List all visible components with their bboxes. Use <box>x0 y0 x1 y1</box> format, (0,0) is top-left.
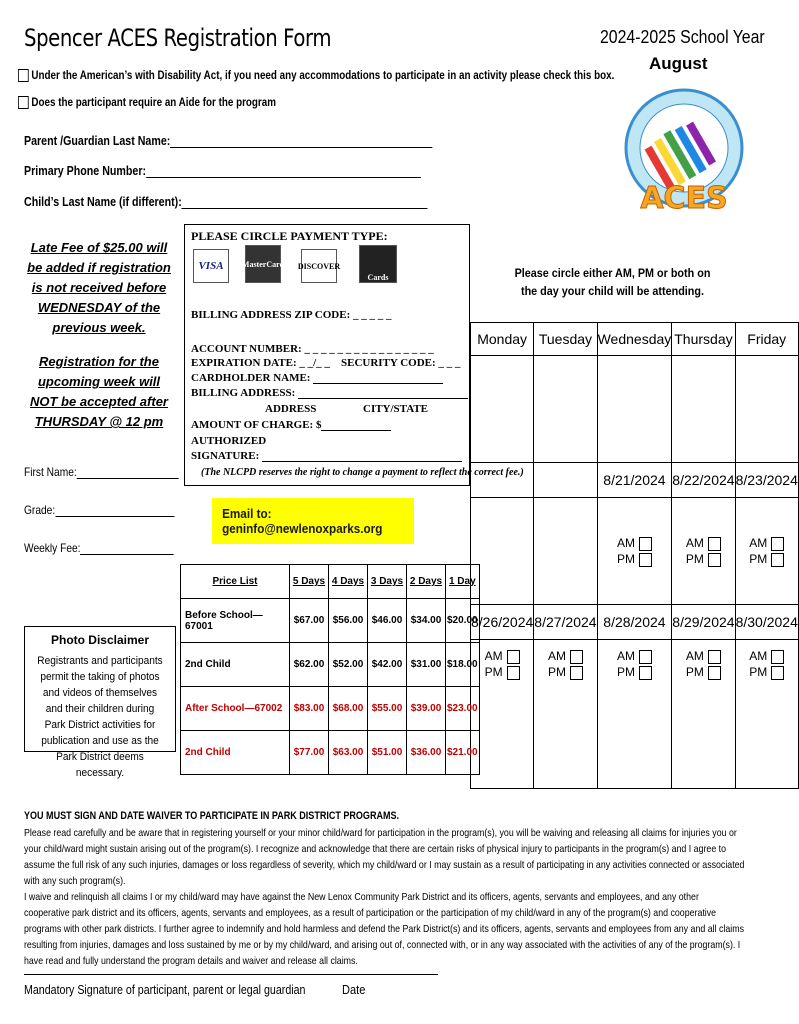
child-last-name-label: Child’s Last Name (if different): <box>24 194 182 209</box>
am-label: AM <box>616 536 635 550</box>
ampm-cell <box>471 640 534 789</box>
price-row-label: Before School—67001 <box>181 599 290 643</box>
circle-instructions: Please circle either AM, PM or both on the day your child will be attending. <box>514 266 711 298</box>
photo-disclaimer-title: Photo Disclaimer <box>50 633 150 647</box>
price-header: Price List <box>181 565 290 599</box>
am-checkbox[interactable] <box>639 650 652 664</box>
price-cell: $21.00 <box>446 731 480 775</box>
school-year: 2024-2025 School Year <box>600 27 765 47</box>
price-row-label: 2nd Child <box>181 643 290 687</box>
am-label: AM <box>749 649 768 663</box>
ada-check-row <box>18 68 614 82</box>
amount-row <box>191 419 391 431</box>
payment-note: (The NLCPD reserves the right to change a payment to reflect the correct fee.) <box>201 467 524 478</box>
child-last-name-input[interactable] <box>182 208 428 209</box>
security-code-field[interactable]: SECURITY CODE: _ _ _ <box>341 357 461 369</box>
pm-label: PM <box>616 552 635 566</box>
first-name-input[interactable] <box>77 478 179 479</box>
aide-label: Does the participant require an Aide for the program <box>31 95 276 109</box>
price-row-label: After School—67002 <box>181 687 290 731</box>
pm-label: PM <box>685 552 704 566</box>
date-cell: 8/23/2024 <box>735 463 798 498</box>
expiration-field[interactable]: EXPIRATION DATE: _ _/_ _ <box>191 357 330 369</box>
card-signature-input[interactable] <box>262 461 462 462</box>
cardholder-label: CARDHOLDER NAME: <box>191 372 311 384</box>
photo-disclaimer-body: Registrants and participants permit the taking of photos and videos of themselves and their children during Park District activities for publication and use as the Park District deems necessary. <box>37 655 163 779</box>
week1-blank <box>534 463 597 498</box>
billing-label: BILLING ADDRESS: <box>191 387 296 399</box>
price-cell: $67.00 <box>290 599 329 643</box>
ampm-cell <box>597 640 672 789</box>
pm-checkbox[interactable] <box>708 553 721 567</box>
price-header: 4 Days <box>329 565 368 599</box>
late-fee-notice: Late Fee of $25.00 will be added if registration is not received before WEDNESDAY of the previous week. <box>27 240 171 335</box>
amex-card-icon[interactable]: Cards <box>359 245 397 283</box>
form-title: Spencer ACES Registration Form <box>24 24 332 52</box>
price-cell: $34.00 <box>407 599 446 643</box>
payment-title: PLEASE CIRCLE PAYMENT TYPE: <box>191 229 388 243</box>
price-header: 5 Days <box>290 565 329 599</box>
am-checkbox[interactable] <box>708 650 721 664</box>
phone-row <box>24 163 421 178</box>
first-name-label: First Name: <box>24 465 77 479</box>
am-label: AM <box>547 649 566 663</box>
weekly-fee-row <box>24 541 174 555</box>
price-table <box>180 564 480 775</box>
first-name-row <box>24 465 179 479</box>
pm-label: PM <box>547 665 566 679</box>
waiver-text <box>24 825 746 969</box>
date-cell: 8/28/2024 <box>597 605 672 640</box>
price-header: 2 Days <box>407 565 446 599</box>
month-label: August <box>649 54 708 73</box>
price-cell: $55.00 <box>368 687 407 731</box>
pm-checkbox[interactable] <box>771 553 784 567</box>
price-cell: $77.00 <box>290 731 329 775</box>
parent-last-name-label: Parent /Guardian Last Name: <box>24 133 171 148</box>
price-cell: $23.00 <box>446 687 480 731</box>
ampm-cell <box>672 498 735 605</box>
amount-label: AMOUNT OF CHARGE: $ <box>191 419 322 431</box>
signature-row <box>191 450 462 462</box>
price-row-label: 2nd Child <box>181 731 290 775</box>
ampm-cell <box>597 498 672 605</box>
price-cell: $39.00 <box>407 687 446 731</box>
week1-blank <box>471 498 534 605</box>
am-label: AM <box>685 536 704 550</box>
grade-label: Grade: <box>24 503 56 517</box>
am-label: AM <box>616 649 635 663</box>
day-thursday: Thursday <box>672 323 735 356</box>
week1-wednesday-cell <box>597 356 672 463</box>
ampm-cell <box>735 640 798 789</box>
week1-blank <box>471 463 534 498</box>
price-cell: $83.00 <box>290 687 329 731</box>
parent-last-name-input[interactable] <box>170 147 432 148</box>
pm-checkbox[interactable] <box>507 666 520 680</box>
signature-line[interactable] <box>24 974 438 975</box>
aide-check-row <box>18 95 276 109</box>
visa-card-icon[interactable]: VISA <box>193 249 229 283</box>
price-header: 3 Days <box>368 565 407 599</box>
am-checkbox[interactable] <box>507 650 520 664</box>
email-text[interactable]: Email to: geninfo@newlenoxparks.org <box>222 506 383 536</box>
aide-checkbox[interactable] <box>18 96 29 109</box>
price-cell: $46.00 <box>368 599 407 643</box>
pm-checkbox[interactable] <box>639 553 652 567</box>
email-banner <box>212 498 414 544</box>
billing-input[interactable] <box>298 398 468 399</box>
price-cell: $20.00 <box>446 599 480 643</box>
registration-deadline-notice: Registration for the upcoming week will NOT be accepted after THURSDAY @ 12 pm <box>30 354 168 429</box>
city-state-caption: CITY/STATE <box>363 403 429 415</box>
pm-label: PM <box>616 665 635 679</box>
date-cell: 8/21/2024 <box>597 463 672 498</box>
authorized-label: AUTHORIZED <box>191 435 267 447</box>
zip-field[interactable]: BILLING ADDRESS ZIP CODE: _ _ _ _ _ <box>191 309 392 321</box>
date-label: Date <box>342 982 366 997</box>
price-cell: $63.00 <box>329 731 368 775</box>
date-cell: 8/27/2024 <box>534 605 597 640</box>
week-schedule-table <box>470 322 799 789</box>
date-cell: 8/22/2024 <box>672 463 735 498</box>
week1-blank <box>534 498 597 605</box>
price-cell: $36.00 <box>407 731 446 775</box>
price-cell: $42.00 <box>368 643 407 687</box>
mastercard-icon[interactable]: MasterCard <box>245 245 281 283</box>
account-number-field[interactable]: ACCOUNT NUMBER: _ _ _ _ _ _ _ _ _ _ _ _ _ _ _ _ <box>191 343 434 355</box>
date-cell: 8/30/2024 <box>735 605 798 640</box>
pm-label: PM <box>685 665 704 679</box>
price-cell: $56.00 <box>329 599 368 643</box>
ada-label: Under the American’s with Disability Act, if you need any accommodations to participate in an activity please check this box. <box>31 68 615 82</box>
date-cell: 8/26/2024 <box>471 605 534 640</box>
pm-checkbox[interactable] <box>771 666 784 680</box>
waiver-paragraph: Please read carefully and be aware that in registering yourself or your minor child/ward for participation in the program(s), you will be waiving and releasing all claims for injuries you or your child/ward might sustain arising out of the program(s). I recognize and acknowledge that there are certain risks of physical injury to participants in the program(s) and I agree to assume the full risk of any such injuries, damages or loss regardless of severity, which my child/ward or I may sustain as a result of participating in any activities connected or associated with any such program(s). <box>24 827 745 887</box>
pm-checkbox[interactable] <box>570 666 583 680</box>
price-header: 1 Day <box>446 565 480 599</box>
day-wednesday: Wednesday <box>597 323 672 356</box>
ampm-cell <box>534 640 597 789</box>
cardholder-row <box>191 372 443 384</box>
aces-logo-text: ACES <box>640 181 728 216</box>
day-tuesday: Tuesday <box>534 323 597 356</box>
price-cell: $62.00 <box>290 643 329 687</box>
price-cell: $68.00 <box>329 687 368 731</box>
pm-checkbox[interactable] <box>708 666 721 680</box>
price-cell: $52.00 <box>329 643 368 687</box>
am-checkbox[interactable] <box>639 537 652 551</box>
address-caption: ADDRESS <box>265 403 317 415</box>
parent-last-name-row <box>24 133 433 148</box>
week1-tuesday-cell <box>534 356 597 463</box>
pm-label: PM <box>749 665 768 679</box>
weekly-fee-label: Weekly Fee: <box>24 541 81 555</box>
child-last-name-row <box>24 194 428 209</box>
am-label: AM <box>484 649 503 663</box>
phone-input[interactable] <box>146 177 421 178</box>
price-cell: $31.00 <box>407 643 446 687</box>
day-friday: Friday <box>735 323 798 356</box>
billing-row <box>191 387 468 399</box>
date-cell: 8/29/2024 <box>672 605 735 640</box>
aces-logo <box>620 80 746 225</box>
discover-card-icon[interactable]: DISCOVER <box>301 249 337 283</box>
am-label: AM <box>685 649 704 663</box>
amount-input[interactable] <box>321 430 391 431</box>
pm-checkbox[interactable] <box>639 666 652 680</box>
week1-monday-cell <box>471 356 534 463</box>
am-checkbox[interactable] <box>570 650 583 664</box>
signature-label: Mandatory Signature of participant, parent or legal guardian <box>24 982 306 997</box>
pm-label: PM <box>484 665 503 679</box>
ada-checkbox[interactable] <box>18 69 29 82</box>
price-cell: $18.00 <box>446 643 480 687</box>
ampm-cell <box>672 640 735 789</box>
ampm-cell <box>735 498 798 605</box>
am-checkbox[interactable] <box>708 537 721 551</box>
am-checkbox[interactable] <box>771 537 784 551</box>
waiver-paragraph: I waive and relinquish all claims I or my child/ward may have against the New Lenox Community Park District and its officers, agents, servants and employees, and any other cooperative park district and its officers, agents, servants and employees, as a result of participation or the participation of my child/ward in any of the program(s) and cooperative programs with other park districts. I further agree to indemnify and hold harmless and defend the Park District(s) and its officers, agents, servants and employees from any and all claims resulting from injuries, damages and loss sustained by me or by my child/ward, and arising out of, connected with, or in any way associated with the activities of any of the program(s). I have read and fully understand the program details and waiver and release all claims. <box>24 891 744 967</box>
phone-label: Primary Phone Number: <box>24 163 147 178</box>
signature-label: SIGNATURE: <box>191 450 260 462</box>
grade-input[interactable] <box>55 516 174 517</box>
am-label: AM <box>749 536 768 550</box>
cardholder-input[interactable] <box>313 383 443 384</box>
photo-disclaimer <box>24 626 176 779</box>
pm-label: PM <box>749 552 768 566</box>
week1-friday-cell <box>735 356 798 463</box>
price-cell: $51.00 <box>368 731 407 775</box>
am-checkbox[interactable] <box>771 650 784 664</box>
weekly-fee-input[interactable] <box>80 554 174 555</box>
waiver-heading: YOU MUST SIGN AND DATE WAIVER TO PARTICIPATE IN PARK DISTRICT PROGRAMS. <box>24 810 400 822</box>
grade-row <box>24 503 174 517</box>
day-monday: Monday <box>471 323 534 356</box>
week1-thursday-cell <box>672 356 735 463</box>
